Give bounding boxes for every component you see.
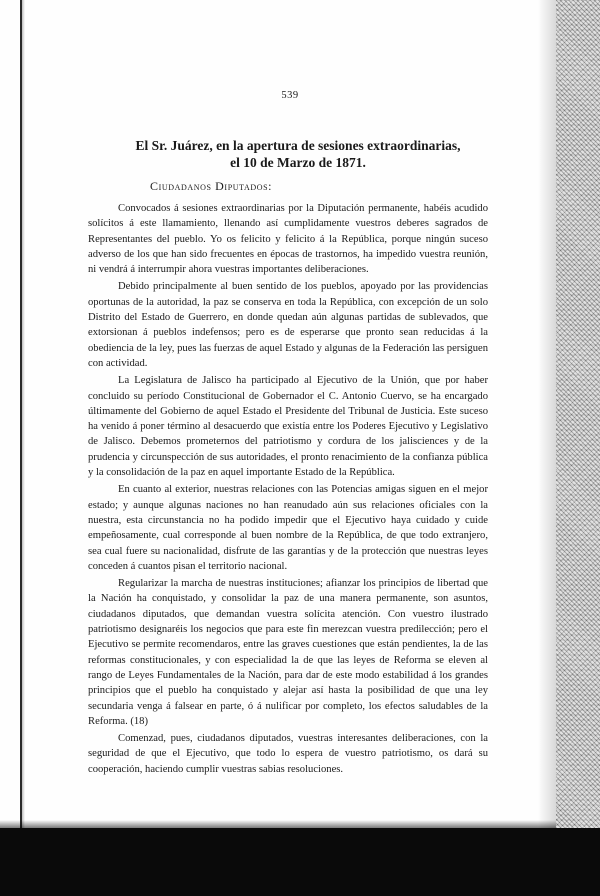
title-line-1: El Sr. Juárez, en la apertura de sesiones extraordinarias,	[135, 138, 461, 153]
paragraph-foreign-relations: En cuanto al exterior, nuestras relaciones con las Potencias amigas siguen en el mejor estado; y aunque algunas naciones no han reanudado aún sus relaciones oficiales con la nuestra, esta circunstancia no ha podido impedir que el Ejecutivo haya cuidado y cuide empeñosamente, cual corresponde al buen nombre de la República, de que todo extranjero, sea cual fuere su nacionalidad, disfrute de las garantías y de la protección que nuestras leyes conceden á cuantos pisan el territorio nacional.	[88, 484, 488, 572]
paragraph-institutions: Regularizar la marcha de nuestras instituciones; afianzar los principios de libertad que la Nación ha conquistado, y consolidar la paz de una manera permanente, son asuntos, ciudadanos diputados, que demandan vuestra solícita atención. Con vuestro ilustrado patriotismo designaréis los negocios que para este fin merezcan vuestra predilección; pero el Ejecutivo se permite recomendaros, entre las graves cuestiones que están pendientes, la de las reformas constitucionales, y con especialidad la de que las leyes de Reforma se eleven al rango de Leyes Fundamentales de la Nación, para dar de este modo estabilidad á los grandes principios que el pueblo ha conquistado y alejar así hasta la posibilidad de que una ley secundaria venga á falsear en parte, ó á nulificar por completo, los efectos saludables de la Reforma. (18)	[88, 578, 488, 727]
paragraph-convocation: Convocados á sesiones extraordinarias por la Diputación permanente, habéis acudido solícitos á este llamamiento, llenando así cumplidamente vuestros deberes sagrados de Representantes del pueblo. Yo os felicito y felicito á la República, porque ningún suceso adverso de los que han sido frecuentes en épocas de trastornos, ha impedido vuestra reunión, ni vendrá á interrumpir ahora vuestras importantes deliberaciones.	[88, 203, 488, 276]
speech-body	[88, 201, 488, 779]
page-number: 539	[281, 90, 299, 101]
paragraph-closing: Comenzad, pues, ciudadanos diputados, vuestras interesantes deliberaciones, con la seguridad de que el Ejecutivo, que todo lo espera de vuestro patriotismo, os dará su cooperación, haciendo cumplir vuestras sabias resoluciones.	[88, 733, 488, 775]
salutation: Ciudadanos Diputados:	[150, 179, 273, 193]
paragraph-jalisco: La Legislatura de Jalisco ha participado al Ejecutivo de la Unión, que por haber concluido su período Constitucional de Gobernador el C. Antonio Cuervo, se ha encargado últimamente del Gobierno de aquel Estado el Presidente del Tribunal de Justicia. Este suceso ha venido á poner término al desacuerdo que existía entre los Poderes Ejecutivo y Legislativo de Jalisco. Debemos prometernos del patriotismo y cordura de los jalisciences y de la prudencia y circunspección de sus autoridades, el pronto renacimiento de la confianza pública y la consolidación de la paz en aquel importante Estado de la República.	[88, 375, 488, 479]
scan-noise-strip	[556, 0, 600, 896]
scan-bottom-band	[0, 828, 600, 896]
document-title	[86, 137, 510, 171]
binding-edge-shadow	[22, 0, 25, 830]
paragraph-peace: Debido principalmente al buen sentido de los pueblos, apoyado por las providencias oportunas de la autoridad, la paz se conserva en toda la República, con excepción de un solo Distrito del Estado de Guerrero, en donde quedan aún algunas partidas de sublevados, que extorsionan á pueblos indefensos; pero es de esperarse que pronto sean reducidas á la obediencia de la ley, pues las fuerzas de aquel Estado y algunas de la Federación las persiguen con actividad.	[88, 281, 488, 369]
scan-edge-shadow	[538, 0, 556, 896]
title-line-2: el 10 de Marzo de 1871.	[230, 155, 366, 170]
